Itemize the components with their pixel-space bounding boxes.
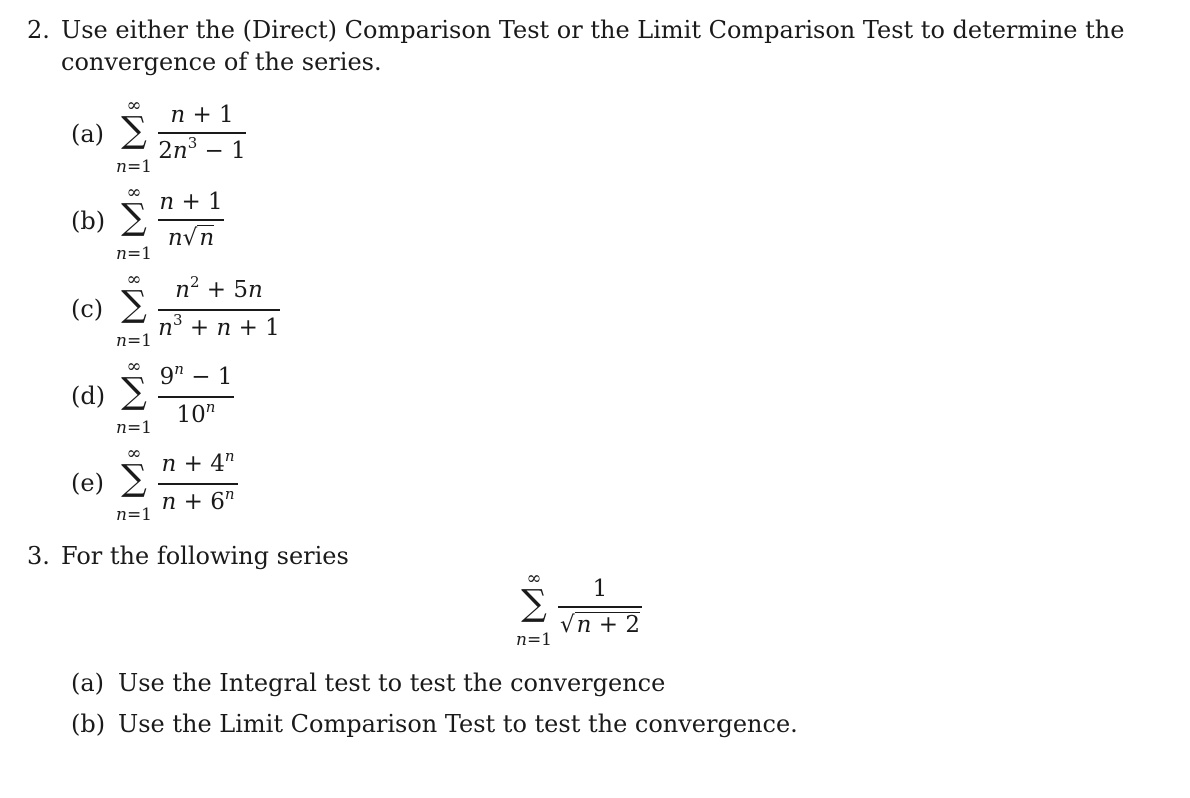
problem-3-text: For the following series (61, 542, 349, 570)
part-3a-text: Use the Integral test to test the convergence (118, 669, 666, 697)
fraction-bar (158, 132, 246, 134)
part-3b-text: Use the Limit Comparison Test to test the convergence. (118, 710, 798, 738)
sigma-icon: ∑ (521, 583, 547, 624)
sum-2e (112, 445, 156, 535)
sum-lower-limit: n=1 (115, 157, 152, 177)
fraction-2a (158, 100, 246, 168)
fraction-bar (158, 219, 224, 221)
sigma-icon: ∑ (121, 458, 147, 499)
sum-lower-limit: n=1 (115, 505, 152, 525)
sum-lower-limit: n=1 (115, 418, 152, 438)
denominator: $2n^3 - 1$ (158, 133, 246, 164)
numerator: $9^n - 1$ (159, 360, 233, 390)
part-2e-label: (e) (71, 469, 104, 497)
sigma-icon: ∑ (121, 371, 147, 412)
sum-upper-limit: ∞ (126, 443, 142, 464)
denominator: √n + 2 (559, 611, 640, 638)
sigma-icon: ∑ (121, 284, 147, 325)
part-2a-label: (a) (71, 120, 105, 148)
problem-2-text-line2: convergence of the series. (61, 48, 382, 76)
numerator: $n + 4^n$ (161, 447, 235, 477)
part-2c-label: (c) (71, 295, 104, 323)
problem-2-number: 2. (27, 16, 50, 44)
sum-upper-limit: ∞ (126, 356, 142, 377)
sum-lower-limit: n=1 (515, 630, 552, 650)
sigma-icon: ∑ (121, 110, 147, 151)
sum-2b (112, 184, 156, 274)
denominator: $n^3 + n + 1$ (158, 310, 280, 341)
denominator: $n + 6^n$ (161, 484, 235, 515)
problem-3-number: 3. (27, 542, 50, 570)
sum-upper-limit: ∞ (126, 182, 142, 203)
numerator: n + 1 (159, 189, 223, 215)
fraction-2c (158, 275, 280, 345)
part-2b-label: (b) (71, 207, 106, 235)
numerator: 1 (592, 576, 608, 602)
sum-upper-limit: ∞ (126, 269, 142, 290)
sum-upper-limit: ∞ (126, 95, 142, 116)
denominator: 10$^n$ (176, 397, 216, 428)
problem-2-text-line1: Use either the (Direct) Comparison Test or the Limit Comparison Test to determine the (61, 16, 1125, 44)
fraction-2e (158, 449, 238, 519)
fraction-3 (558, 574, 642, 640)
part-3b-label: (b) (71, 710, 106, 738)
sum-upper-limit: ∞ (526, 568, 542, 589)
part-3a-label: (a) (71, 669, 105, 697)
sum-lower-limit: n=1 (115, 331, 152, 351)
sum-3 (512, 570, 556, 660)
fraction-bar (558, 606, 642, 608)
sum-2d (112, 358, 156, 448)
denominator: n√n (167, 224, 215, 251)
sum-2c (112, 271, 156, 361)
numerator: $n^2 + 5n$ (175, 273, 263, 303)
fraction-bar (158, 396, 234, 398)
part-2d-label: (d) (71, 382, 106, 410)
numerator: n + 1 (170, 102, 234, 128)
sigma-icon: ∑ (121, 197, 147, 238)
fraction-2b (158, 187, 224, 253)
fraction-2d (158, 362, 234, 432)
sum-lower-limit: n=1 (115, 244, 152, 264)
sum-2a (112, 97, 156, 187)
